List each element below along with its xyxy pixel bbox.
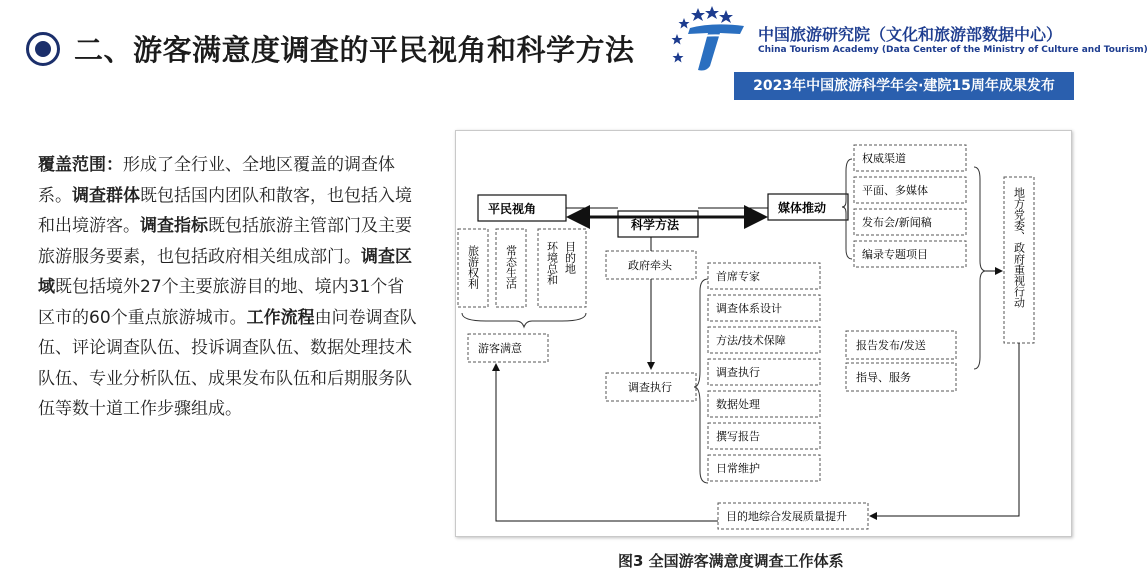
- sub-label-2: 常态生活: [504, 245, 518, 289]
- brace: [462, 313, 586, 327]
- step-label: 调查体系设计: [716, 302, 782, 315]
- section-bullet-icon: [26, 32, 60, 66]
- media-label: 发布会/新闻稿: [862, 216, 932, 229]
- pingmin-label: 平民视角: [488, 202, 537, 216]
- kexue-label: 科学方法: [631, 218, 680, 232]
- step-label: 日常维护: [716, 462, 760, 475]
- figure-box: [455, 130, 1072, 537]
- sub-label-4: 目的地: [563, 241, 577, 274]
- text-group: 既包括国内团队和散客，也包括入境和出境游客。: [38, 185, 412, 236]
- text-region: 既包括境外27个主要旅游目的地、境内31个省区市的60个重点旅游城市。: [38, 277, 405, 328]
- label-coverage: 覆盖范围：: [38, 155, 123, 175]
- text-coverage: 形成了全行业、全地区覆盖的调查体系。: [38, 155, 395, 206]
- org-name-cn: 中国旅游研究院（文化和旅游部数据中心）: [758, 25, 1063, 44]
- org-name-en: China Tourism Academy (Data Center of the Ministry of Culture and Tourism): [758, 45, 1148, 55]
- text-indicator: 既包括旅游主管部门及主要旅游服务要素，也包括政府相关组成部门。: [38, 216, 412, 267]
- workflow-diagram: [456, 131, 1071, 536]
- survey-exec-label: 调查执行: [628, 381, 672, 394]
- right-brace: [974, 167, 986, 369]
- logo-icon: [668, 4, 748, 74]
- figure-caption: 图3 全国游客满意度调查工作体系: [618, 552, 844, 570]
- media-label: 权威渠道: [862, 152, 906, 165]
- text-workflow: 由问卷调查队伍、评论调查队伍、投诉调查队伍、数据处理技术队伍、专业分析队伍、成果发布队伍和后期服务队伍等数十道工作步骤组成。: [38, 307, 417, 419]
- label-workflow: 工作流程: [246, 307, 315, 328]
- result-to-satisfaction-line: [496, 364, 718, 521]
- guide-label: 指导、服务: [856, 371, 911, 384]
- steps-group: [708, 263, 820, 481]
- step-label: 方法/技术保障: [716, 334, 786, 347]
- meiti-label: 媒体推动: [778, 201, 827, 215]
- media-group: [854, 145, 966, 267]
- header: [0, 0, 1148, 100]
- gov-lead-label: 政府牵头: [628, 259, 672, 272]
- media-label: 平面、多媒体: [862, 184, 928, 197]
- satisfaction-label: 游客满意: [478, 342, 522, 355]
- step-label: 撰写报告: [716, 430, 760, 443]
- label-region: 调查区域: [38, 246, 412, 297]
- sub-label-3: 环境总和: [545, 241, 559, 285]
- label-indicator: 调查指标: [140, 216, 208, 236]
- sub-label-1: 旅游权利: [466, 245, 480, 289]
- result-label: 目的地综合发展质量提升: [726, 510, 847, 523]
- media-label: 编录专题项目: [862, 248, 928, 261]
- step-label: 数据处理: [716, 398, 760, 411]
- body-text: [38, 150, 418, 425]
- step-label: 调查执行: [716, 366, 760, 379]
- page-title: 二、游客满意度调查的平民视角和科学方法: [74, 33, 635, 67]
- step-label: 首席专家: [716, 270, 760, 283]
- local-gov-label: 地方党委、政府重视行动: [1012, 187, 1026, 308]
- label-group: 调查群体: [72, 185, 140, 206]
- event-banner: 2023年中国旅游科学年会·建院15周年成果发布: [734, 72, 1074, 100]
- report-label: 报告发布/发送: [856, 339, 926, 352]
- result-feedback-line: [870, 343, 1019, 516]
